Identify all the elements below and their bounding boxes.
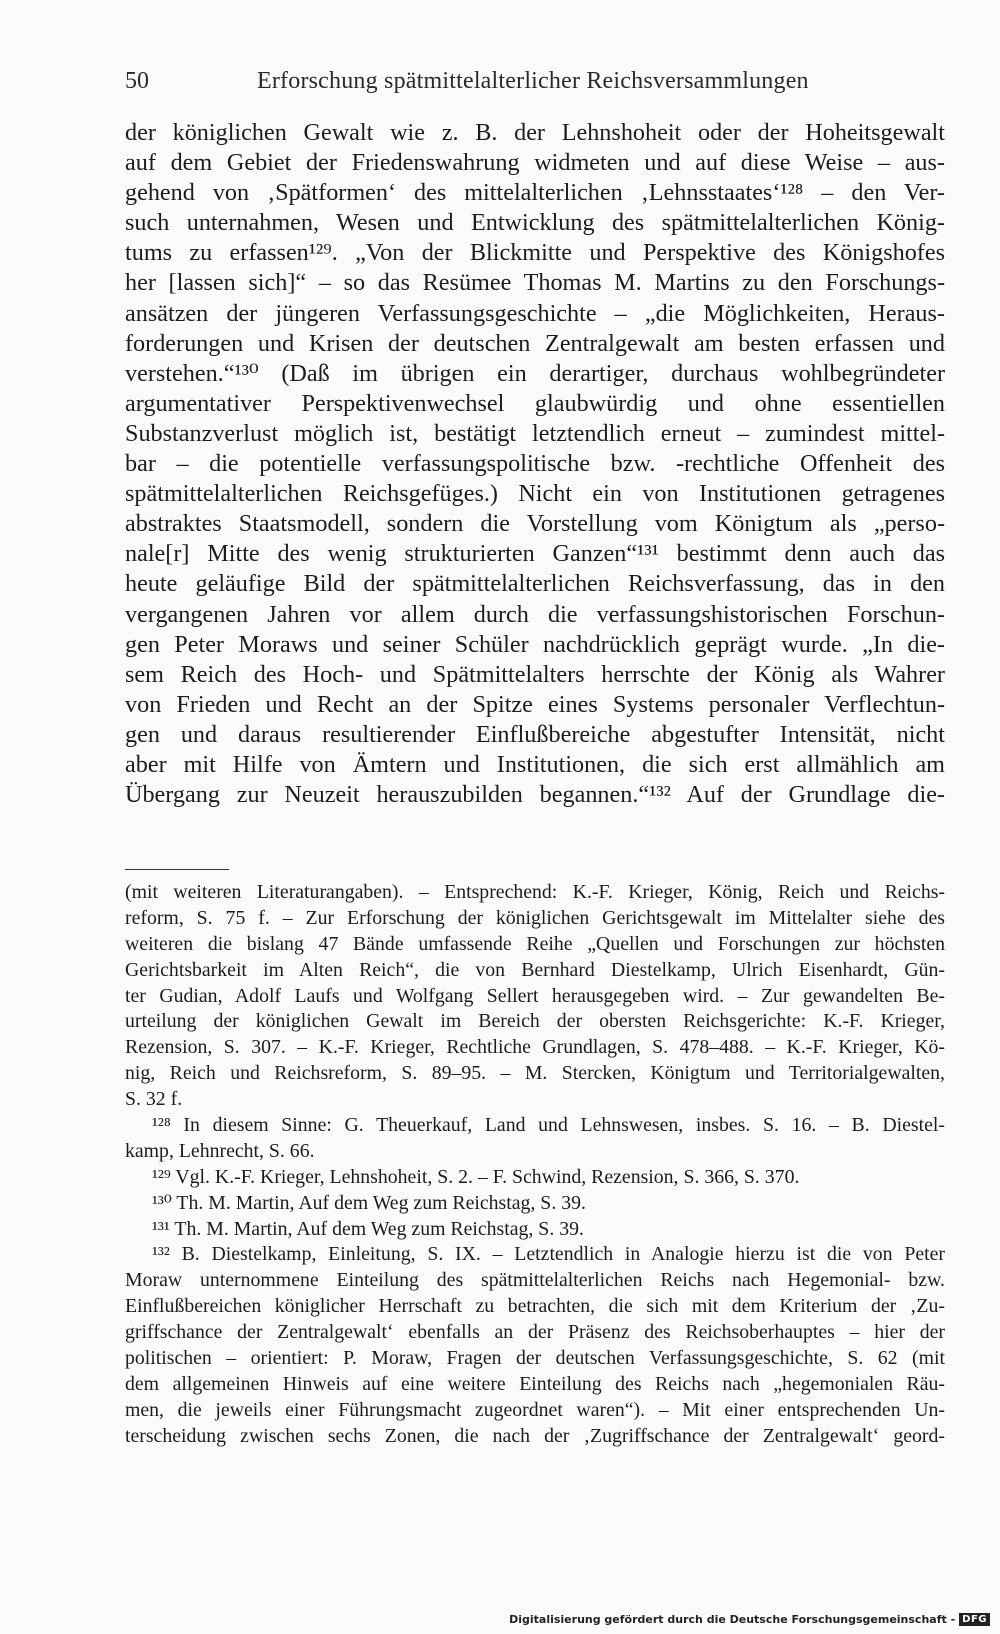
body-line: tums zu erfassen¹²⁹. „Von der Blickmitte und Perspektive des Königshofes bbox=[125, 239, 945, 267]
body-line: ansätzen der jüngeren Verfassungsgeschichte – „die Möglichkeiten, Heraus- bbox=[125, 299, 945, 327]
footnote-line: ter Gudian, Adolf Laufs und Wolfgang Sellert herausgegeben wird. – Zur gewandelten Be- bbox=[125, 984, 945, 1007]
body-line: auf dem Gebiet der Friedenswahrung widmeten und auf diese Weise – aus- bbox=[125, 149, 945, 177]
footnote-line: terscheidung zwischen sechs Zonen, die nach der ‚Zugriffschance der Zentralgewalt‘ geord- bbox=[125, 1424, 945, 1447]
footnote-130: ¹³⁰ Th. M. Martin, Auf dem Weg zum Reichstag, S. 39. bbox=[152, 1191, 586, 1214]
footnote-line: politischen – orientiert: P. Moraw, Fragen der deutschen Verfassungsgeschichte, S. 62 (mit bbox=[125, 1347, 945, 1370]
body-line: gen und daraus resultierender Einflußbereiche abgestufter Intensität, nicht bbox=[125, 720, 945, 748]
body-line: aber mit Hilfe von Ämtern und Institutionen, die sich erst allmählich am bbox=[125, 750, 945, 778]
body-line: Übergang zur Neuzeit herauszubilden begannen.“¹³² Auf der Grundlage die- bbox=[125, 781, 945, 809]
body-line: her [lassen sich]“ – so das Resümee Thomas M. Martins zu den Forschungs- bbox=[125, 269, 945, 297]
footnote-divider bbox=[125, 869, 229, 870]
footnote-line: griffschance der Zentralgewalt‘ ebenfalls an der Präsenz des Reichsoberhauptes – hier der bbox=[125, 1321, 945, 1344]
body-line: gehend von ‚Spätformen‘ des mittelalterlichen ‚Lehnsstaates‘¹²⁸ – den Ver- bbox=[125, 179, 945, 207]
footnote-line: kamp, Lehnrecht, S. 66. bbox=[125, 1139, 315, 1162]
footnote-128: ¹²⁸ In diesem Sinne: G. Theuerkauf, Land und Lehnswesen, insbes. S. 16. – B. Diestel- bbox=[152, 1114, 945, 1137]
footnote-line: weiteren die bislang 47 Bände umfassende Reihe „Quellen und Forschungen zur höchsten bbox=[125, 932, 945, 955]
body-line: forderungen und Krisen der deutschen Zentralgewalt am besten erfassen und bbox=[125, 329, 945, 357]
page-header bbox=[125, 64, 945, 98]
body-line: gen Peter Moraws und seiner Schüler nachdrücklich geprägt wurde. „In die- bbox=[125, 630, 945, 658]
body-line: argumentativer Perspektivenwechsel glaubwürdig und ohne essentiellen bbox=[125, 389, 945, 417]
digitization-note: Digitalisierung gefördert durch die Deutsche Forschungsgemeinschaft - bbox=[509, 1613, 956, 1626]
footnote-129: ¹²⁹ Vgl. K.-F. Krieger, Lehnshoheit, S. 2. – F. Schwind, Rezension, S. 366, S. 370. bbox=[152, 1165, 800, 1188]
body-line: nale[r] Mitte des wenig strukturierten Ganzen“¹³¹ bestimmt denn auch das bbox=[125, 540, 945, 568]
footnote-line: Rezension, S. 307. – K.-F. Krieger, Rechtliche Grundlagen, S. 478–488. – K.-F. Krieger, Kö- bbox=[125, 1036, 945, 1059]
body-line: spätmittelalterlichen Reichsgefüges.) Nicht ein von Institutionen getragenes bbox=[125, 480, 945, 508]
body-line: abstraktes Staatsmodell, sondern die Vorstellung vom Königtum als „perso- bbox=[125, 510, 945, 538]
footnote-line: urteilung der königlichen Gewalt im Bereich der obersten Reichsgerichte: K.-F. Krieger, bbox=[125, 1010, 945, 1033]
body-line: vergangenen Jahren vor allem durch die verfassungshistorischen Forschun- bbox=[125, 600, 945, 628]
footnote-line: nig, Reich und Reichsreform, S. 89–95. – M. Stercken, Königtum und Territorialgewalten, bbox=[125, 1062, 945, 1085]
body-line: sem Reich des Hoch- und Spätmittelalters herrschte der König als Wahrer bbox=[125, 660, 945, 688]
footnote-132: ¹³² B. Diestelkamp, Einleitung, S. IX. – Letztendlich in Analogie hierzu ist die von Peter bbox=[152, 1243, 945, 1266]
footnotes bbox=[125, 880, 945, 1450]
body-line: von Frieden und Recht an der Spitze eines Systems personaler Verflechtun- bbox=[125, 690, 945, 718]
digitization-footer bbox=[509, 1613, 990, 1626]
footnote-line: men, die jeweils einer Führungsmacht zugeordnet waren“). – Mit einer entsprechenden Un- bbox=[125, 1398, 945, 1421]
body-text bbox=[125, 118, 945, 810]
body-line: verstehen.“¹³⁰ (Daß im übrigen ein derartiger, durchaus wohlbegründeter bbox=[125, 359, 945, 387]
body-line: Substanzverlust möglich ist, bestätigt letztendlich erneut – zumindest mittel- bbox=[125, 419, 945, 447]
body-line: der königlichen Gewalt wie z. B. der Lehnshoheit oder der Hoheitsgewalt bbox=[125, 119, 945, 146]
body-line: heute geläufige Bild der spätmittelalterlichen Reichsverfassung, das in den bbox=[125, 570, 945, 598]
footnote-line: (mit weiteren Literaturangaben). – Entsprechend: K.-F. Krieger, König, Reich und Reichs- bbox=[125, 881, 945, 903]
footnote-line: Einflußbereichen königlicher Herrschaft zu betrachten, die sich mit dem Kriterium der ‚Zu- bbox=[125, 1295, 945, 1318]
footnote-line: Gerichtsbarkeit im Alten Reich“, die von Bernhard Diestelkamp, Ulrich Eisenhardt, Gün- bbox=[125, 958, 945, 981]
page-number: 50 bbox=[125, 68, 149, 94]
body-line: bar – die potentielle verfassungspolitische bzw. -rechtliche Offenheit des bbox=[125, 450, 945, 478]
footnote-line: reform, S. 75 f. – Zur Erforschung der königlichen Gerichtsgewalt im Mittelalter siehe des bbox=[125, 906, 945, 929]
running-title: Erforschung spätmittelalterlicher Reichsversammlungen bbox=[257, 68, 809, 94]
footnote-line: dem allgemeinen Hinweis auf eine weitere Einteilung des Reichs nach „hegemonialen Räu- bbox=[125, 1372, 945, 1395]
footnote-line: Moraw unternommene Einteilung des spätmittelalterlichen Reichs nach Hegemonial- bzw. bbox=[125, 1269, 945, 1292]
dfg-logo: DFG bbox=[959, 1613, 990, 1626]
body-line: such unternahmen, Wesen und Entwicklung des spätmittelalterlichen König- bbox=[125, 209, 945, 237]
footnote-131: ¹³¹ Th. M. Martin, Auf dem Weg zum Reichstag, S. 39. bbox=[152, 1217, 584, 1240]
footnote-line: S. 32 f. bbox=[125, 1088, 183, 1111]
